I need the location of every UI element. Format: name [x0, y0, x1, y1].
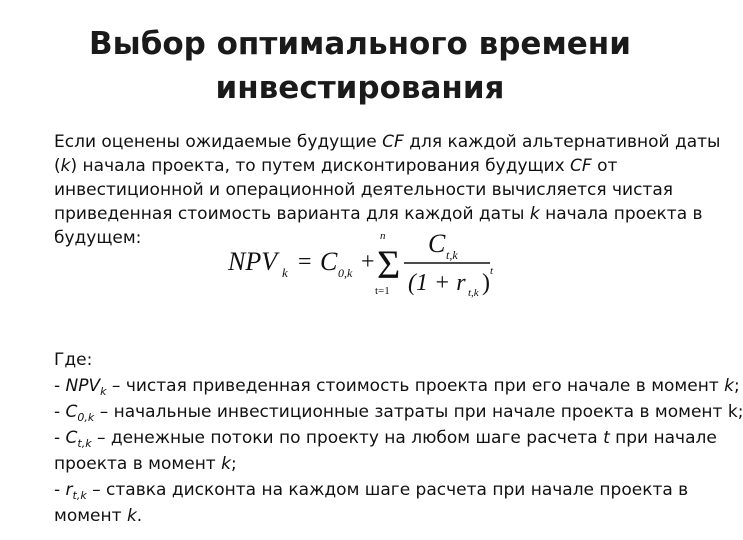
intro-line: инвестиционной и операционной деятельности вычисляется чистая — [54, 180, 673, 200]
formula-npv-sub: k — [282, 265, 288, 280]
formula-plus: + — [361, 249, 375, 275]
formula-c0-sub: 0,k — [338, 266, 353, 280]
definition-item: - $C_{0,k}$ – начальные инвестиционные затраты при начале проекта в момент k; — [54, 402, 743, 424]
slide-title — [40, 22, 680, 110]
title-line-2: инвестирования — [215, 70, 505, 106]
formula-equals: = — [298, 249, 312, 275]
formula-denominator-close: ) — [482, 270, 490, 296]
definitions-heading: Где: — [54, 350, 93, 370]
definitions-list — [54, 347, 743, 529]
formula-c0: C — [320, 247, 338, 276]
formula-numerator: C — [428, 229, 446, 258]
intro-line: (k) начала проекта, то путем дисконтирования будущих CF от — [54, 156, 618, 176]
formula-denominator-exp: t — [490, 265, 494, 277]
formula-sum-bottom: t=1 — [375, 285, 390, 297]
intro-line: Если оценены ожидаемые будущие CF для каждой альтернативной даты — [54, 132, 721, 152]
formula-sum-top: n — [380, 230, 386, 242]
npv-formula — [228, 228, 528, 300]
title-line-1: Выбор оптимального времени — [89, 26, 631, 62]
formula-sigma: Σ — [377, 242, 401, 287]
intro-line: приведенная стоимость варианта для каждой даты k начала проекта в — [54, 204, 703, 224]
definition-item: - $NPV_k$ – чистая приведенная стоимость проекта при его начале в момент k; — [54, 376, 740, 398]
definition-item: - $r_{t,k}$ – ставка дисконта на каждом шаге расчета при начале проекта в — [54, 480, 689, 502]
formula-numerator-sub: t,k — [446, 248, 458, 262]
definition-item-continued: момент k. — [54, 506, 143, 526]
definition-item: - $C_{t,k}$ – денежные потоки по проекту на любом шаге расчета t при начале — [54, 428, 717, 450]
formula-npv: NPV — [228, 247, 278, 276]
formula-denominator-sub: t,k — [468, 287, 479, 299]
intro-line: будущем: — [54, 228, 142, 248]
formula-denominator: (1 + r — [408, 270, 466, 296]
definition-item-continued: проекта в момент k; — [54, 454, 237, 474]
